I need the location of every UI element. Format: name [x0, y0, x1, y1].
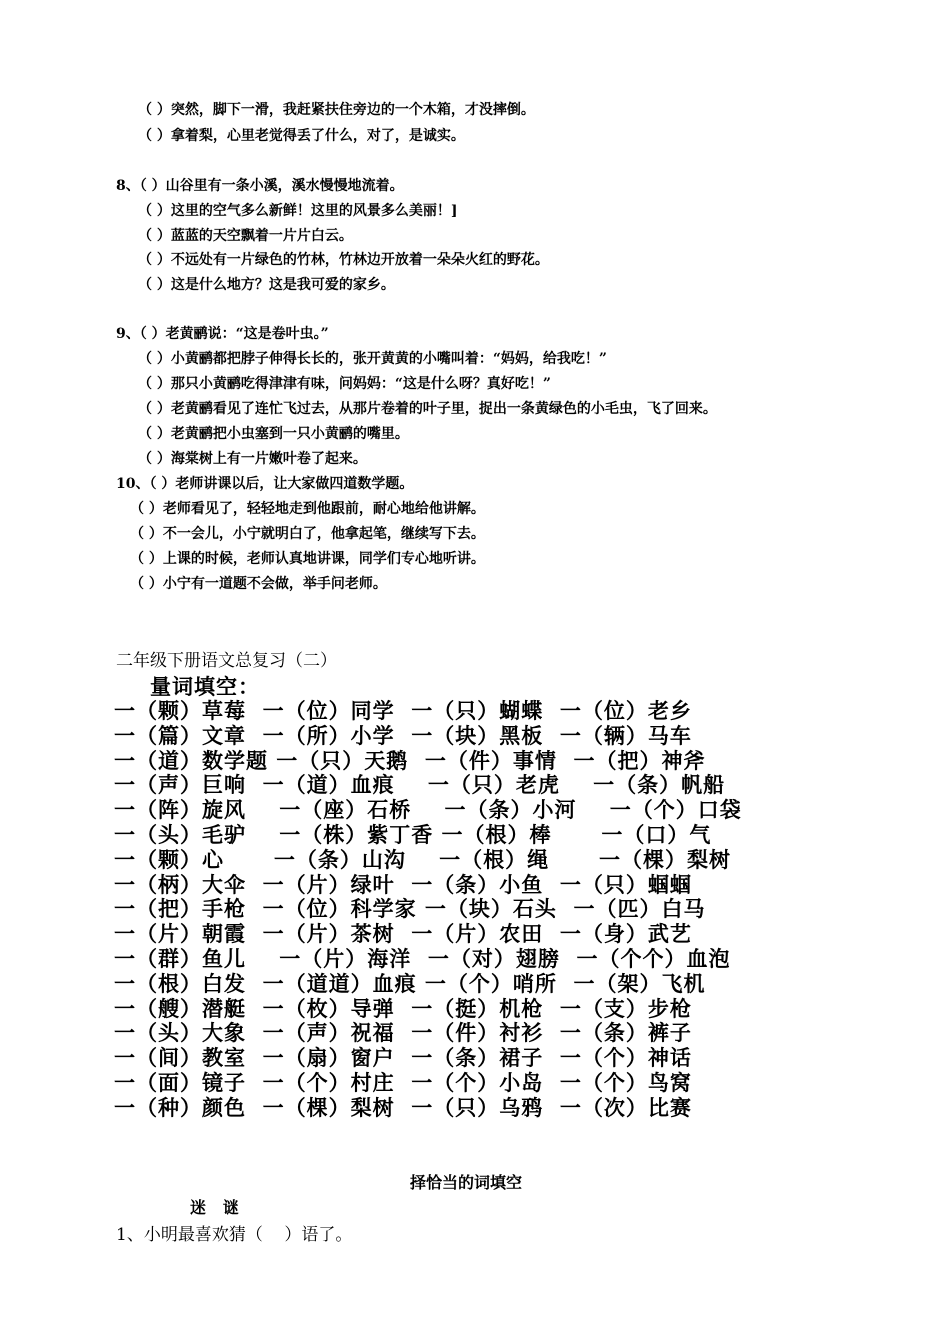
measure-word-row: 一（面）镜子 一（个）村庄 一（个）小岛 一（个）鸟窝 — [114, 1070, 692, 1095]
measure-word-row: 一（阵）旋风 一（座）石桥 一（条）小河 一（个）口袋 — [114, 797, 742, 823]
sentence-line: （ ）小宁有一道题不会做，举手问老师。 — [130, 576, 387, 592]
sentence-line: （ ）这是什么地方？这是我可爱的家乡。 — [138, 277, 395, 293]
fill-words: 迷 谜 — [190, 1198, 239, 1217]
measure-word-row: 一（种）颜色 一（棵）梨树 一（只）乌鸦 一（次）比赛 — [114, 1094, 692, 1120]
sentence-line: （ ）老黄鹂看见了连忙飞过去，从那片卷着的叶子里，捉出一条黄绿色的小毛虫，飞了回来。 — [138, 401, 717, 417]
review-title: 二年级下册语文总复习（二） — [116, 651, 337, 671]
measure-word-row: 一（间）教室 一（扇）窗户 一（条）裙子 一（个）神话 — [114, 1045, 692, 1071]
sentence-line: （ ）海棠树上有一片嫩叶卷了起来。 — [138, 451, 367, 467]
measure-word-row: 一（道）数学题 一（只）天鹅 一（件）事情 一（把）神斧 — [114, 747, 706, 773]
sentence-line: （ ）不一会儿，小宁就明白了，他拿起笔，继续写下去。 — [130, 526, 485, 542]
fill-question-1: 1、小明最喜欢猜（ ）语了。 — [116, 1225, 353, 1245]
measure-word-row: 一（艘）潜艇 一（枚）导弹 一（挺）机枪 一（支）步枪 — [114, 995, 692, 1021]
review-subtitle: 量词填空： — [150, 674, 260, 699]
sentence-line: （ ）上课的时候，老师认真地讲课，同学们专心地听讲。 — [130, 551, 485, 567]
measure-word-row: 一（头）毛驴 一（株）紫丁香 一（根）棒 一（口）气 — [114, 822, 712, 847]
sentence-line: （ ）老师看见了，轻轻地走到他跟前，耐心地给他讲解。 — [130, 501, 485, 517]
measure-word-row: 一（群）鱼儿 一（片）海洋 一（对）翅膀 一（个个）血泡 — [114, 946, 731, 971]
sentence-line: （ ）突然，脚下一滑，我赶紧扶住旁边的一个木箱，才没摔倒。 — [138, 102, 535, 118]
measure-word-row: 一（声）巨响 一（道）血痕 一（只）老虎 一（条）帆船 — [114, 772, 726, 798]
measure-word-row: 一（头）大象 一（声）祝福 一（件）衬衫 一（条）裤子 — [114, 1020, 692, 1046]
measure-word-row: 一（篇）文章 一（所）小学 一（块）黑板 一（辆）马车 — [114, 722, 692, 748]
question-10-head: 10、（ ）老师讲课以后，让大家做四道数学题。 — [116, 476, 414, 492]
measure-word-row: 一（把）手枪 一（位）科学家 一（块）石头 一（匹）白马 — [114, 896, 706, 922]
sentence-line: （ ）小黄鹂都把脖子伸得长长的，张开黄黄的小嘴叫着：“妈妈，给我吃！” — [138, 351, 607, 367]
fill-title: 择恰当的词填空 — [410, 1173, 523, 1192]
sentence-line: （ ）拿着梨，心里老觉得丢了什么，对了，是诚实。 — [138, 128, 465, 144]
measure-word-row: 一（柄）大伞 一（片）绿叶 一（条）小鱼 一（只）蝈蝈 — [114, 871, 692, 897]
sentence-line: （ ）蓝蓝的天空飘着一片片白云。 — [138, 228, 353, 244]
measure-word-row: 一（片）朝霞 一（片）茶树 一（片）农田 一（身）武艺 — [114, 921, 692, 947]
measure-word-row: 一（颗）草莓 一（位）同学 一（只）蝴蝶 一（位）老乡 — [114, 698, 692, 723]
measure-word-row: 一（颗）心 一（条）山沟 一（根）绳 一（棵）梨树 — [114, 846, 731, 872]
question-9-head: 9、（ ）老黄鹂说：“这是卷叶虫。” — [116, 326, 329, 342]
question-8-head: 8、（ ）山谷里有一条小溪，溪水慢慢地流着。 — [116, 178, 404, 194]
sentence-line: （ ）不远处有一片绿色的竹林，竹林边开放着一朵朵火红的野花。 — [138, 252, 549, 268]
sentence-line: （ ）那只小黄鹂吃得津津有味，问妈妈：“这是什么呀？真好吃！” — [138, 376, 551, 392]
sentence-line: （ ）老黄鹂把小虫塞到一只小黄鹂的嘴里。 — [138, 426, 409, 442]
measure-word-row: 一（根）白发 一（道道）血痕 一（个）哨所 一（架）飞机 — [114, 970, 706, 996]
sentence-line: （ ）这里的空气多么新鲜！这里的风景多么美丽！] — [138, 203, 458, 219]
